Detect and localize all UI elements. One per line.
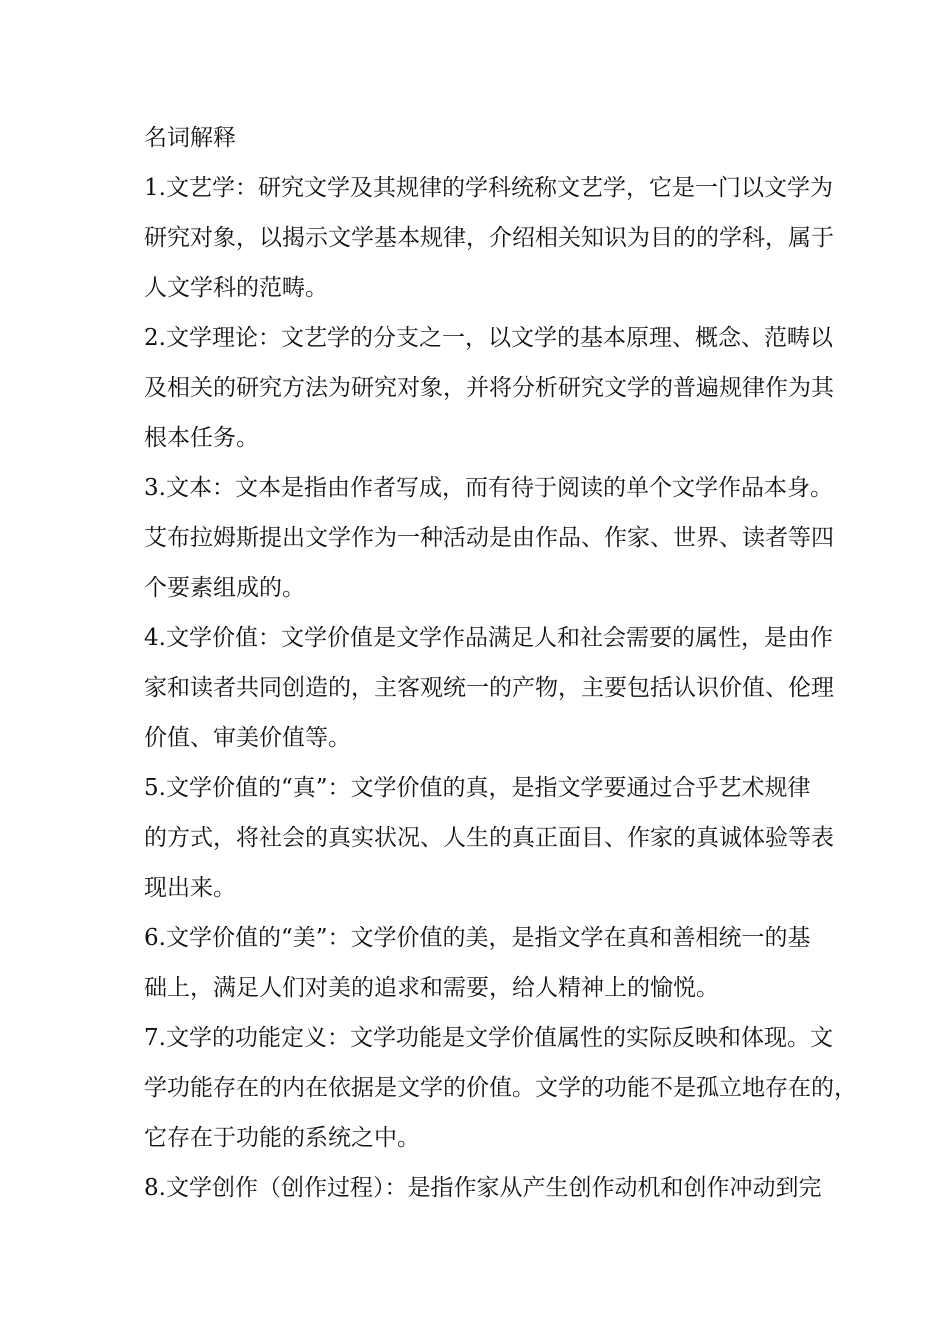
entry-line: 根本任务。 <box>144 425 259 451</box>
entry-line: 础上，满足人们对美的追求和需要，给人精神上的愉悦。 <box>144 975 719 1001</box>
entry-8 <box>144 1163 822 1213</box>
entry-line: 及相关的研究方法为研究对象，并将分析研究文学的普遍规律作为其 <box>144 375 834 401</box>
entry-line: 价值、审美价值等。 <box>144 725 351 751</box>
entry-line: 现出来。 <box>144 875 236 901</box>
entry-line: 7.文学的功能定义：文学功能是文学价值属性的实际反映和体现。文 <box>144 1025 833 1051</box>
entry-6 <box>144 913 816 1013</box>
entry-4 <box>144 613 834 763</box>
entry-3 <box>144 463 834 613</box>
entry-line: 8.文学创作（创作过程）：是指作家从产生创作动机和创作冲动到完 <box>144 1175 822 1201</box>
entry-1 <box>144 163 834 313</box>
entry-line: 5.文学价值的“真”：文学价值的真，是指文学要通过合乎艺术规律 <box>144 775 811 801</box>
entry-line: 艾布拉姆斯提出文学作为一种活动是由作品、作家、世界、读者等四 <box>144 525 834 551</box>
entry-line: 个要素组成的。 <box>144 575 305 601</box>
entry-line: 人文学科的范畴。 <box>144 275 328 301</box>
entry-line: 1.文艺学：研究文学及其规律的学科统称文艺学，它是一门以文学为 <box>144 175 833 201</box>
entry-line: 3.文本：文本是指由作者写成，而有待于阅读的单个文学作品本身。 <box>144 475 833 501</box>
entry-5 <box>144 763 834 913</box>
entry-line: 它存在于功能的系统之中。 <box>144 1125 420 1151</box>
entry-line: 的方式，将社会的真实状况、人生的真正面目、作家的真诚体验等表 <box>144 825 834 851</box>
entry-2 <box>144 313 834 463</box>
entry-7 <box>144 1013 857 1163</box>
entry-line: 4.文学价值：文学价值是文学作品满足人和社会需要的属性，是由作 <box>144 625 833 651</box>
document-body <box>144 113 857 1213</box>
entry-line: 研究对象，以揭示文学基本规律，介绍相关知识为目的的学科，属于 <box>144 225 834 251</box>
section-heading: 名词解释 <box>144 125 236 151</box>
entry-line: 家和读者共同创造的，主客观统一的产物，主要包括认识价值、伦理 <box>144 675 834 701</box>
entry-line: 学功能存在的内在依据是文学的价值。文学的功能不是孤立地存在的， <box>144 1075 857 1101</box>
entry-line: 6.文学价值的“美”：文学价值的美，是指文学在真和善相统一的基 <box>144 925 811 951</box>
entry-line: 2.文学理论：文艺学的分支之一，以文学的基本原理、概念、范畴以 <box>144 325 833 351</box>
